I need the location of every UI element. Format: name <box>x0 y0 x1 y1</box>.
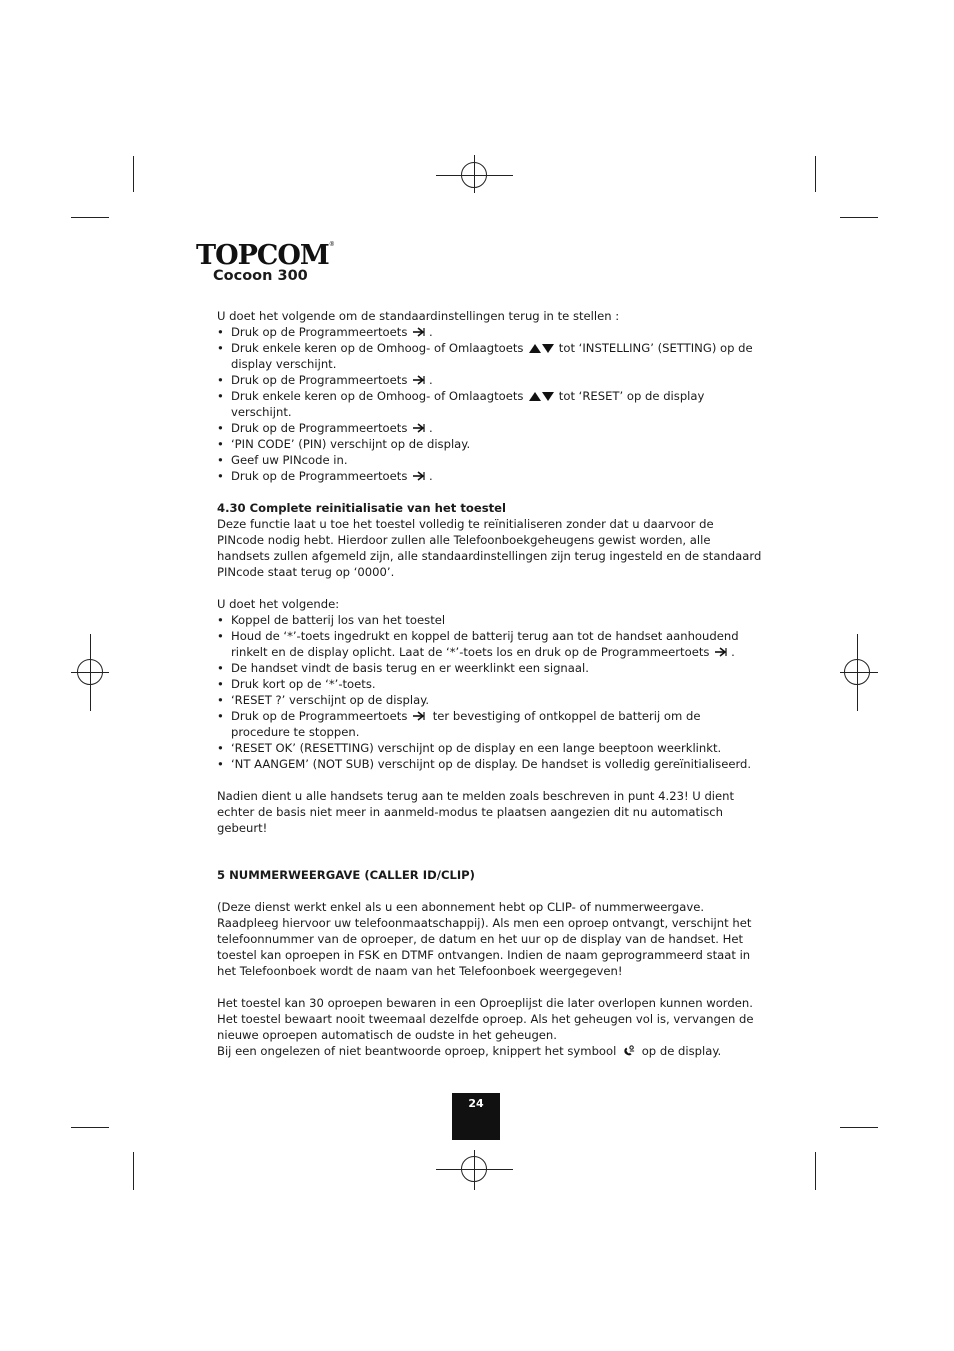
list-item <box>217 740 762 756</box>
crop-mark <box>840 217 878 218</box>
intro-steps-list <box>217 324 762 484</box>
crop-mark <box>815 156 816 192</box>
program-key-icon <box>412 470 428 482</box>
list-item-text: . <box>429 469 433 483</box>
list-item-text: Koppel de batterij los van het toestel <box>231 613 446 627</box>
crop-mark <box>71 217 109 218</box>
program-key-icon <box>412 710 428 722</box>
crop-mark <box>71 1127 109 1128</box>
page-content <box>217 308 762 1059</box>
list-item-text: . <box>731 645 735 659</box>
list-item-text: ‘RESET ?’ verschijnt op de display. <box>231 693 430 707</box>
registration-circle <box>461 162 487 188</box>
crop-mark <box>133 1152 134 1190</box>
list-item <box>217 660 762 676</box>
list-item-text: De handset vindt de basis terug en er weerklinkt een signaal. <box>231 661 589 675</box>
list-item <box>217 676 762 692</box>
list-item-text: Geef uw PINcode in. <box>231 453 348 467</box>
registration-circle <box>461 1156 487 1182</box>
list-item-text: Druk enkele keren op de Omhoog- of Omlaagtoets <box>231 389 524 403</box>
up-down-arrows-icon <box>528 342 554 354</box>
list-item-text: Druk op de Programmeertoets <box>231 421 408 435</box>
crop-mark <box>133 156 134 192</box>
section-lead: U doet het volgende: <box>217 597 340 611</box>
list-item <box>217 692 762 708</box>
list-item <box>217 452 762 468</box>
list-item <box>217 708 762 740</box>
chapter-heading: 5 NUMMERWEERGAVE (CALLER ID/CLIP) <box>217 868 475 882</box>
list-item-text: ‘PIN CODE’ (PIN) verschijnt op de display. <box>231 437 471 451</box>
missed-call-icon <box>621 1045 637 1057</box>
list-item-text: Druk op de Programmeertoets <box>231 469 408 483</box>
list-item-text: Druk enkele keren op de Omhoog- of Omlaagtoets <box>231 341 524 355</box>
list-item <box>217 388 762 420</box>
intro-lead: U doet het volgende om de standaardinstellingen terug in te stellen : <box>217 309 620 323</box>
program-key-icon <box>412 374 428 386</box>
list-item-text: ‘NT AANGEM’ (NOT SUB) verschijnt op de display. De handset is volledig gereïnitialiseerd. <box>231 757 752 771</box>
list-item <box>217 468 762 484</box>
list-item-text: . <box>429 373 433 387</box>
list-item <box>217 436 762 452</box>
list-item <box>217 324 762 340</box>
crop-mark <box>815 1152 816 1190</box>
program-key-icon <box>412 326 428 338</box>
up-down-arrows-icon <box>528 390 554 402</box>
list-item-text: Druk op de Programmeertoets <box>231 709 408 723</box>
section-paragraph: Deze functie laat u toe het toestel volledig te reïnitialiseren zonder dat u daarvoor de PINcode nodig hebt. Hierdoor zullen alle Telefoonboekgeheugens gewist worden, alle handsets zullen afgemeld zijn, alle standaardinstellingen zijn terug ingesteld en de standaard PINcode staat terug op ‘0000’. <box>217 517 762 579</box>
chapter-paragraph: Bij een ongelezen of niet beantwoorde oproep, knippert het symbool op de display. <box>217 1044 722 1058</box>
registration-circle <box>77 659 103 685</box>
program-key-icon <box>714 646 730 658</box>
list-item <box>217 612 762 628</box>
list-item-text: . <box>429 421 433 435</box>
list-item-text: tot ‘INSTELLING’ (SETTING) op de display verschijnt. <box>231 341 753 371</box>
list-item <box>217 340 762 372</box>
list-item <box>217 628 762 660</box>
list-item-text: Druk op de Programmeertoets <box>231 373 408 387</box>
list-item-text: ter bevestiging of ontkoppel de batterij om de procedure te stoppen. <box>231 709 701 739</box>
section-heading: 4.30 Complete reinitialisatie van het toestel <box>217 501 507 515</box>
reset-steps-list <box>217 612 762 772</box>
chapter-paragraph: (Deze dienst werkt enkel als u een abonnement hebt op CLIP- of nummerweergave. Raadpleeg hiervoor uw telefoonmaatschappij). Als men een oproep ontvangt, verschijnt het telefoonnummer van de oproeper, de datum en het uur op de display van de handset. Het toestel kan oproepen in FSK en DTMF ontvangen. Indien de naam geprogrammeerd staat in het Telefoonboek wordt de naam van het Telefoonboek weergegeven! <box>217 900 752 978</box>
page-number: 24 <box>452 1093 500 1140</box>
list-item <box>217 420 762 436</box>
list-item <box>217 756 762 772</box>
list-item <box>217 372 762 388</box>
model-name: Cocoon 300 <box>213 268 308 284</box>
list-item-text: ‘RESET OK’ (RESETTING) verschijnt op de display en een lange beeptoon weerklinkt. <box>231 741 722 755</box>
list-item-text: tot ‘RESET’ op de display verschijnt. <box>231 389 705 419</box>
list-item-text: . <box>429 325 433 339</box>
list-item-text: Houd de ‘*’-toets ingedrukt en koppel de batterij terug aan tot de handset aanhoudend rinkelt en de display oplicht. Laat de ‘*’-toets los en druk op de Programmeertoets <box>231 629 739 659</box>
brand-logo: TOPCOM® <box>196 240 335 271</box>
program-key-icon <box>412 422 428 434</box>
list-item-text: Druk kort op de ‘*’-toets. <box>231 677 376 691</box>
crop-mark <box>840 1127 878 1128</box>
list-item-text: Druk op de Programmeertoets <box>231 325 408 339</box>
chapter-paragraph: Het toestel kan 30 oproepen bewaren in een Oproeplijst die later overlopen kunnen worden. Het toestel bewaart nooit tweemaal dezelfde oproep. Als het geheugen vol is, vervangen de nieuwe oproepen automatisch de oudste in het geheugen. <box>217 996 754 1042</box>
registration-circle <box>844 659 870 685</box>
section-closing: Nadien dient u alle handsets terug aan te melden zoals beschreven in punt 4.23! U dient echter de basis niet meer in aanmeld-modus te plaatsen aangezien dit nu automatisch gebeurt! <box>217 789 735 835</box>
